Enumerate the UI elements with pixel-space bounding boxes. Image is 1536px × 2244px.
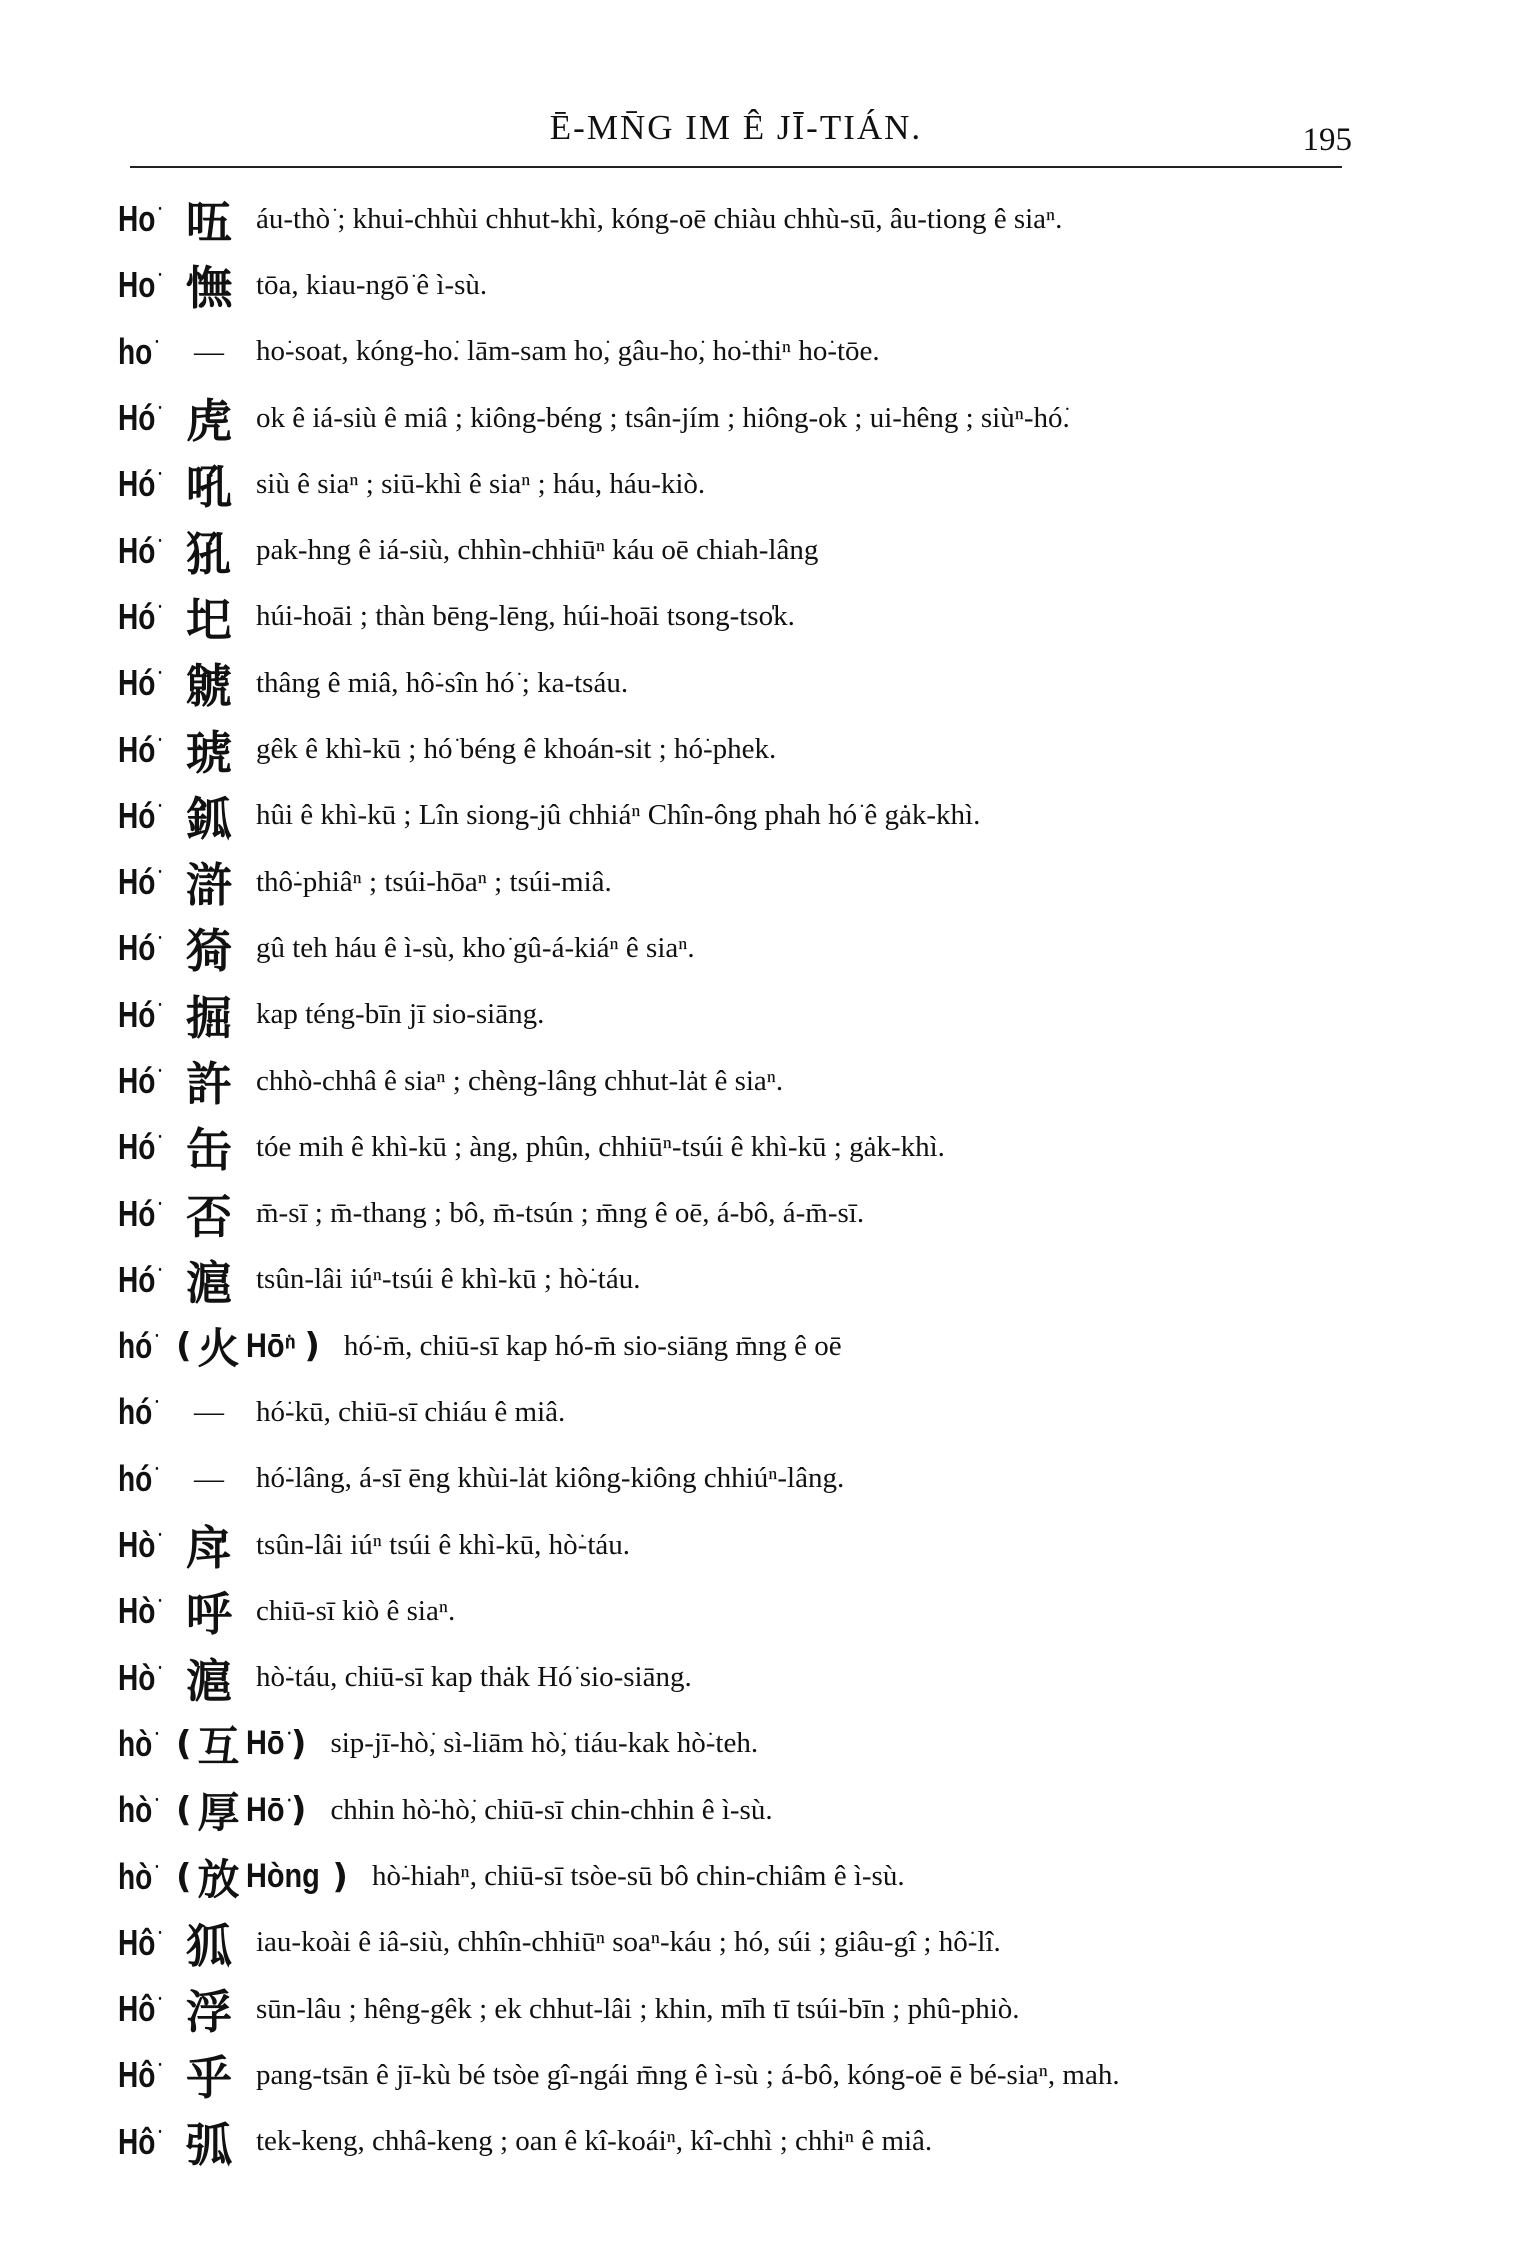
entry-definition: chhin hò͘-hò͘, chiū-sī chin-chhin ê ì-sù. — [330, 1793, 773, 1826]
close-paren: ) — [304, 1326, 320, 1367]
entry-definition: hûi ê khì-kū ; Lîn siong-jû chhiáⁿ Chîn-ông phah hó͘ ê gȧk-khì. — [256, 799, 981, 832]
entry-headword: Hô͘ — [118, 1921, 156, 1963]
dictionary-entry — [118, 982, 1348, 1048]
entry-definition: hó͘-m̄, chiū-sī kap hó-m̄ sio-siāng m̄ng ê oē — [343, 1329, 842, 1362]
entry-headword: hó͘ — [118, 1391, 153, 1433]
entry-definition: m̄-sī ; m̄-thang ; bô, m̄-tsún ; m̄ng ê oē, á-bô, á-m̄-sī. — [256, 1197, 865, 1230]
entry-definition: thâng ê miâ, hô͘-sîn hó͘ ; ka-tsáu. — [256, 666, 629, 699]
paren-character: 火 — [197, 1324, 240, 1374]
entry-dash: — — [194, 1461, 224, 1495]
entry-headword: ho͘ — [118, 330, 153, 372]
entry-character: 掘 — [186, 990, 232, 1045]
paren-reading: Hō͘ — [245, 1790, 285, 1829]
entry-character: 浮 — [186, 1985, 232, 2040]
entry-headword: hò͘ — [118, 1855, 153, 1897]
close-paren: ) — [290, 1790, 307, 1831]
entry-headword: Hó͘ — [118, 728, 156, 770]
entry-definition: áu-thò͘ ; khui-chhùi chhut-khì, kóng-oē chiàu chhù-sū, âu-tiong ê siaⁿ. — [256, 202, 1063, 235]
entry-character: 乎 — [186, 2051, 232, 2106]
dictionary-entry — [118, 1114, 1348, 1180]
entry-character: 否 — [186, 1189, 232, 1244]
open-paren: ( — [176, 1326, 192, 1367]
entry-headword: Ho͘ — [118, 264, 156, 306]
paren-character: 厚 — [197, 1788, 240, 1838]
entry-definition: kap téng-bīn jī sio-siāng. — [256, 998, 545, 1031]
entry-headword: Hó͘ — [118, 1126, 156, 1168]
entry-character: 虩 — [186, 659, 232, 714]
paren-reading: Hō͘ — [245, 1724, 285, 1763]
entry-character: 吼 — [186, 460, 232, 515]
dictionary-entry — [118, 1379, 1348, 1445]
entry-headword: Ho͘ — [118, 198, 156, 240]
entry-headword: Hó͘ — [118, 662, 156, 704]
paren-reading: Hō͘ⁿ — [245, 1326, 296, 1365]
entry-definition: tóe mih ê khì-kū ; àng, phûn, chhiūⁿ-tsúi ê khì-kū ; gȧk-khì. — [256, 1130, 945, 1163]
entry-character: 鈲 — [186, 791, 232, 846]
entry-parenthetical — [176, 1714, 306, 1774]
entry-definition: siù ê siaⁿ ; siū-khì ê siaⁿ ; háu, háu-kiò. — [256, 467, 706, 500]
entry-headword: hó͘ — [118, 1325, 153, 1367]
entry-character: 滬 — [186, 1255, 232, 1310]
dictionary-entry — [118, 783, 1348, 849]
entry-definition: hó͘-kū, chiū-sī chiáu ê miâ. — [256, 1395, 566, 1428]
entry-definition: ho͘-soat, kóng-ho͘. lām-sam ho͘, gâu-ho͘, ho͘-thiⁿ ho͘-tōe. — [256, 335, 880, 368]
entry-headword: hó͘ — [118, 1457, 153, 1499]
dictionary-entry — [118, 1777, 1348, 1843]
dictionary-entry — [118, 716, 1348, 782]
entry-headword: Hó͘ — [118, 1258, 156, 1300]
entry-dash: — — [194, 1395, 224, 1429]
dictionary-entry — [118, 1313, 1348, 1379]
entry-character: 滸 — [186, 858, 232, 913]
entry-definition: tek-keng, chhâ-keng ; oan ê kî-koáiⁿ, kî-chhì ; chhiⁿ ê miâ. — [256, 2125, 933, 2158]
entry-character: 呼 — [186, 1587, 232, 1642]
page-header — [130, 100, 1352, 160]
entry-headword: Hó͘ — [118, 1192, 156, 1234]
dictionary-entry — [118, 517, 1348, 583]
close-paren: ) — [290, 1723, 307, 1764]
entry-definition: hó͘-lâng, á-sī ēng khùi-lȧt kiông-kiông chhiúⁿ-lâng. — [256, 1462, 845, 1495]
close-paren: ) — [332, 1856, 348, 1897]
dictionary-entry — [118, 1247, 1348, 1313]
entry-definition: ok ê iá-siù ê miâ ; kiông-béng ; tsân-jím ; hiông-ok ; ui-hêng ; siùⁿ-hó͘. — [256, 401, 1070, 434]
entry-headword: Hó͘ — [118, 993, 156, 1035]
entry-definition: tōa, kiau-ngō͘ ê ì-sù. — [256, 268, 488, 301]
dictionary-entry — [118, 385, 1348, 451]
dictionary-entry — [118, 1976, 1348, 2042]
entry-definition: gêk ê khì-kū ; hó͘ béng ê khoán-sit ; hó͘-phek. — [256, 733, 777, 766]
dictionary-entry — [118, 252, 1348, 318]
entry-definition: chiū-sī kiò ê siaⁿ. — [256, 1594, 456, 1627]
entry-definition: sip-jī-hò͘, sì-liām hò͘, tiáu-kak hò͘-teh. — [330, 1727, 759, 1760]
entry-headword: Hô͘ — [118, 1988, 156, 2030]
paren-character: 互 — [197, 1721, 240, 1771]
entry-headword: Hó͘ — [118, 595, 156, 637]
dictionary-entries — [118, 186, 1348, 2175]
entry-headword: Hó͘ — [118, 397, 156, 439]
dictionary-entry — [118, 1843, 1348, 1909]
open-paren: ( — [176, 1856, 192, 1897]
entry-headword: Hò͘ — [118, 1656, 156, 1698]
entry-headword: hò͘ — [118, 1722, 153, 1764]
dictionary-entry — [118, 319, 1348, 385]
open-paren: ( — [176, 1723, 192, 1764]
entry-character: 狐 — [186, 1918, 232, 1973]
entry-parenthetical — [176, 1316, 320, 1376]
dictionary-entry — [118, 1446, 1348, 1512]
entry-character: 許 — [186, 1057, 232, 1111]
entry-character: 圯 — [186, 592, 232, 647]
entry-definition: gû teh háu ê ì-sù, kho͘ gû-á-kiáⁿ ê siaⁿ. — [256, 931, 695, 964]
header-rule — [130, 166, 1342, 168]
entry-headword: Hô͘ — [118, 2054, 156, 2096]
entry-definition: iau-koài ê iâ-siù, chhîn-chhiūⁿ soaⁿ-káu ; hó, súi ; giâu-gî ; hô͘-lî. — [256, 1926, 1001, 1959]
dictionary-entry — [118, 1910, 1348, 1976]
dictionary-entry — [118, 1048, 1348, 1114]
dictionary-entry — [118, 1645, 1348, 1711]
dictionary-entry — [118, 915, 1348, 981]
entry-character: 缶 — [186, 1123, 232, 1178]
entry-definition: tsûn-lâi iúⁿ tsúi ê khì-kū, hò͘-táu. — [256, 1528, 630, 1561]
entry-definition: thô͘-phiâⁿ ; tsúi-hōaⁿ ; tsúi-miâ. — [256, 865, 612, 898]
entry-definition: hò͘-táu, chiū-sī kap thȧk Hó͘ sio-siāng. — [256, 1661, 692, 1694]
dictionary-entry — [118, 1180, 1348, 1246]
entry-headword: Hó͘ — [118, 1060, 156, 1101]
entry-headword: Hó͘ — [118, 529, 156, 571]
dictionary-entry — [118, 1512, 1348, 1578]
entry-parenthetical — [176, 1780, 306, 1840]
entry-definition: chhò-chhâ ê siaⁿ ; chèng-lâng chhut-lȧt ê siaⁿ. — [256, 1064, 784, 1097]
paren-character: 放 — [197, 1854, 240, 1904]
dictionary-entry — [118, 451, 1348, 517]
entry-headword: Hò͘ — [118, 1524, 156, 1566]
entry-character: 琥 — [186, 725, 232, 780]
entry-headword: hò͘ — [118, 1789, 153, 1831]
entry-headword: Hó͘ — [118, 794, 156, 836]
open-paren: ( — [176, 1790, 192, 1831]
entry-definition: tsûn-lâi iúⁿ-tsúi ê khì-kū ; hò͘-táu. — [256, 1263, 641, 1296]
dictionary-entry — [118, 1578, 1348, 1644]
entry-character: 戽 — [186, 1521, 232, 1576]
running-title: Ē-MN̄G IM Ê JĪ-TIÁN. — [549, 108, 923, 147]
entry-character: 虎 — [186, 394, 232, 449]
dictionary-entry — [118, 1711, 1348, 1777]
entry-headword: Hó͘ — [118, 861, 156, 903]
entry-definition: húi-hoāi ; thàn bēng-lēng, húi-hoāi tsong-tso̍k. — [256, 600, 795, 633]
entry-headword: Hó͘ — [118, 463, 156, 505]
entry-dash: — — [194, 334, 224, 368]
entry-headword: Hó͘ — [118, 927, 156, 969]
entry-character: 滬 — [186, 1653, 232, 1708]
entry-character: 㕶 — [186, 195, 232, 250]
entry-headword: Hô͘ — [118, 2120, 156, 2162]
entry-character: 弧 — [186, 2117, 232, 2172]
paren-reading: Hòng — [245, 1857, 320, 1896]
entry-definition: pak-hng ê iá-siù, chhìn-chhiūⁿ káu oē chiah-lâng — [256, 534, 819, 567]
entry-definition: sūn-lâu ; hêng-gêk ; ek chhut-lâi ; khin, mīh tī tsúi-bīn ; phû-phiò. — [256, 1992, 1020, 2025]
entry-definition: hò͘-hiahⁿ, chiū-sī tsòe-sū bô chin-chiâm ê ì-sù. — [371, 1860, 905, 1893]
entry-character: 犼 — [186, 526, 232, 581]
dictionary-entry — [118, 2109, 1348, 2175]
entry-character: 憮 — [186, 261, 232, 316]
dictionary-entry — [118, 650, 1348, 716]
entry-definition: pang-tsān ê jī-kù bé tsòe gî-ngái m̄ng ê ì-sù ; á-bô, kóng-oē ē bé-siaⁿ, mah. — [256, 2058, 1120, 2091]
entry-character: 猗 — [186, 924, 232, 979]
page-number: 195 — [1302, 122, 1352, 158]
dictionary-entry — [118, 186, 1348, 252]
entry-parenthetical — [176, 1847, 348, 1907]
dictionary-entry — [118, 584, 1348, 650]
entry-headword: Hò͘ — [118, 1590, 156, 1632]
dictionary-entry — [118, 2042, 1348, 2108]
dictionary-entry — [118, 849, 1348, 915]
